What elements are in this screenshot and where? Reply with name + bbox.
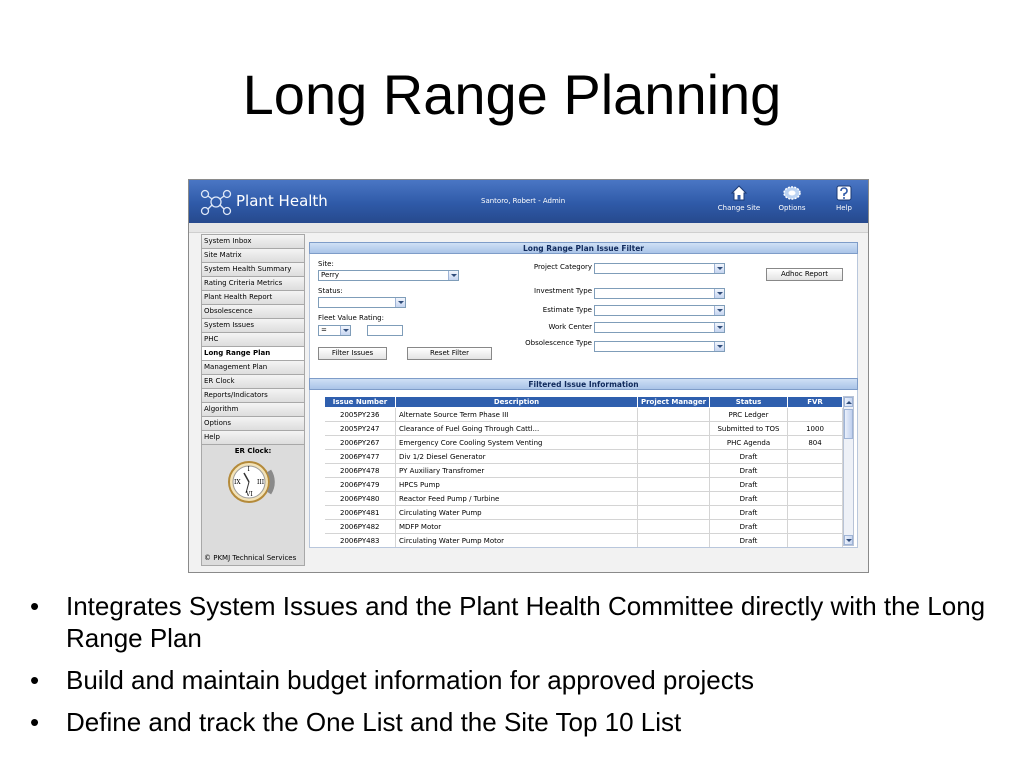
change-site-label: Change Site — [717, 204, 761, 212]
project-manager-cell — [638, 478, 710, 492]
sidebar-item-system-inbox[interactable]: System Inbox — [202, 235, 304, 249]
description-cell: Circulating Water Pump Motor — [396, 534, 638, 548]
results-table-container — [309, 390, 858, 548]
project-category-select[interactable] — [594, 263, 725, 274]
table-row[interactable] — [325, 492, 843, 506]
project-manager-cell — [638, 492, 710, 506]
column-header-issue-number[interactable]: Issue Number — [325, 397, 396, 408]
fvr-value-input[interactable] — [367, 325, 403, 336]
change-site-button[interactable] — [713, 184, 765, 212]
sidebar-item-site-matrix[interactable]: Site Matrix — [202, 249, 304, 263]
sidebar-item-plant-health-report[interactable]: Plant Health Report — [202, 291, 304, 305]
clock-numeral-left: IX — [234, 479, 241, 486]
status-cell: Draft — [710, 450, 788, 464]
column-header-project-manager[interactable]: Project Manager — [638, 397, 710, 408]
status-select[interactable] — [318, 297, 406, 308]
description-cell: Emergency Core Cooling System Venting — [396, 436, 638, 450]
status-cell: Draft — [710, 478, 788, 492]
chevron-down-icon — [395, 298, 405, 307]
sidebar-item-system-health-summary[interactable]: System Health Summary — [202, 263, 304, 277]
issue-number-cell[interactable]: 2006PY480 — [325, 492, 396, 506]
status-cell: Draft — [710, 492, 788, 506]
fvr-cell: 1000 — [788, 422, 843, 436]
table-row[interactable] — [325, 422, 843, 436]
help-label: Help — [836, 204, 852, 212]
sidebar-item-reports-indicators[interactable]: Reports/Indicators — [202, 389, 304, 403]
table-row[interactable] — [325, 534, 843, 548]
table-row[interactable] — [325, 436, 843, 450]
sidebar-item-er-clock[interactable]: ER Clock — [202, 375, 304, 389]
results-panel-title: Filtered Issue Information — [309, 378, 858, 390]
bullet-text: Define and track the One List and the Site Top 10 List — [66, 707, 682, 737]
sidebar-item-obsolescence[interactable]: Obsolescence — [202, 305, 304, 319]
column-header-fvr[interactable]: FVR — [788, 397, 843, 408]
fvr-cell — [788, 506, 843, 520]
status-cell: PRC Ledger — [710, 408, 788, 422]
description-cell: MDFP Motor — [396, 520, 638, 534]
investment-type-label: Investment Type — [534, 287, 592, 295]
sidebar-item-algorithm[interactable]: Algorithm — [202, 403, 304, 417]
fvr-operator-value: = — [321, 326, 327, 334]
investment-type-select[interactable] — [594, 288, 725, 299]
bullet-item — [30, 590, 1010, 654]
description-cell: Circulating Water Pump — [396, 506, 638, 520]
er-clock-icon — [225, 459, 281, 505]
fvr-cell — [788, 534, 843, 548]
issue-number-cell[interactable]: 2005PY236 — [325, 408, 396, 422]
current-user: Santoro, Robert - Admin — [481, 197, 566, 205]
header-strip — [189, 223, 868, 233]
fvr-cell — [788, 408, 843, 422]
sidebar-item-phc[interactable]: PHC — [202, 333, 304, 347]
project-manager-cell — [638, 464, 710, 478]
chevron-down-icon — [714, 342, 724, 351]
table-row[interactable] — [325, 506, 843, 520]
project-manager-cell — [638, 506, 710, 520]
reset-filter-button[interactable]: Reset Filter — [407, 347, 492, 360]
chevron-down-icon — [340, 326, 350, 335]
issue-number-cell[interactable]: 2006PY481 — [325, 506, 396, 520]
bullet-text: Integrates System Issues and the Plant Health Committee directly with the Long Range Plan — [66, 591, 986, 653]
sidebar — [201, 234, 305, 566]
main-content — [309, 242, 858, 548]
status-cell: PHC Agenda — [710, 436, 788, 450]
status-cell: Draft — [710, 520, 788, 534]
table-row[interactable] — [325, 408, 843, 422]
issue-number-cell[interactable]: 2006PY478 — [325, 464, 396, 478]
filter-issues-button[interactable]: Filter Issues — [318, 347, 387, 360]
site-select-value: Perry — [321, 271, 340, 279]
bullet-text: Build and maintain budget information for approved projects — [66, 665, 754, 695]
fvr-cell — [788, 478, 843, 492]
bullet-item — [30, 664, 1010, 696]
bullet-dot: • — [30, 707, 40, 737]
scroll-up-icon[interactable] — [844, 397, 853, 407]
clock-numeral-top: I — [247, 466, 250, 473]
options-label: Options — [778, 204, 806, 212]
issue-number-cell[interactable]: 2006PY479 — [325, 478, 396, 492]
status-cell: Draft — [710, 464, 788, 478]
bullet-item — [30, 706, 1010, 738]
status-cell: Submitted to TOS — [710, 422, 788, 436]
work-center-select[interactable] — [594, 322, 725, 333]
options-button[interactable] — [771, 184, 813, 212]
sidebar-item-rating-criteria-metrics[interactable]: Rating Criteria Metrics — [202, 277, 304, 291]
app-name: Plant Health — [236, 192, 328, 210]
estimate-type-label: Estimate Type — [542, 306, 592, 314]
chevron-down-icon — [714, 323, 724, 332]
copyright-footer: © PKMJ Technical Services — [204, 554, 297, 562]
fvr-cell: 804 — [788, 436, 843, 450]
table-row[interactable] — [325, 450, 843, 464]
description-cell: Div 1/2 Diesel Generator — [396, 450, 638, 464]
slide-title: Long Range Planning — [242, 63, 782, 126]
project-manager-cell — [638, 422, 710, 436]
project-manager-cell — [638, 520, 710, 534]
fvr-cell — [788, 450, 843, 464]
obsolescence-type-label: Obsolescence Type — [525, 339, 592, 347]
filter-panel — [309, 254, 858, 378]
table-row[interactable] — [325, 464, 843, 478]
fvr-cell — [788, 464, 843, 478]
scroll-thumb[interactable] — [844, 409, 853, 439]
table-header-row — [325, 397, 843, 408]
status-label: Status: — [318, 287, 343, 295]
table-row[interactable] — [325, 478, 843, 492]
sidebar-item-management-plan[interactable]: Management Plan — [202, 361, 304, 375]
scroll-down-icon[interactable] — [844, 535, 853, 545]
fvr-cell — [788, 520, 843, 534]
description-cell: Clearance of Fuel Going Through Cattl... — [396, 422, 638, 436]
sidebar-item-system-issues[interactable]: System Issues — [202, 319, 304, 333]
project-manager-cell — [638, 436, 710, 450]
sidebar-item-options[interactable]: Options — [202, 417, 304, 431]
description-cell: Reactor Feed Pump / Turbine — [396, 492, 638, 506]
estimate-type-select[interactable] — [594, 305, 725, 316]
app-header — [189, 180, 868, 223]
gear-icon — [781, 184, 803, 202]
column-header-description[interactable]: Description — [396, 397, 638, 408]
chevron-down-icon — [448, 271, 458, 280]
fvr-operator-select[interactable] — [318, 325, 351, 336]
adhoc-report-button[interactable]: Adhoc Report — [766, 268, 843, 281]
sidebar-item-long-range-plan[interactable]: Long Range Plan — [202, 347, 304, 361]
house-icon — [730, 184, 748, 202]
description-cell: Alternate Source Term Phase III — [396, 408, 638, 422]
clock-numeral-bottom: VI — [246, 491, 253, 498]
filter-panel-title: Long Range Plan Issue Filter — [309, 242, 858, 254]
bullet-dot: • — [30, 591, 40, 621]
project-manager-cell — [638, 450, 710, 464]
issue-number-cell[interactable]: 2006PY482 — [325, 520, 396, 534]
description-cell: HPCS Pump — [396, 478, 638, 492]
bullet-dot: • — [30, 665, 40, 695]
project-category-label: Project Category — [533, 263, 592, 271]
issue-number-cell[interactable]: 2005PY247 — [325, 422, 396, 436]
er-clock-label: ER Clock: — [234, 447, 272, 455]
app-window — [188, 179, 869, 573]
bullet-list — [30, 590, 1010, 748]
project-manager-cell — [638, 534, 710, 548]
issue-number-cell[interactable]: 2006PY483 — [325, 534, 396, 548]
help-icon — [835, 184, 853, 202]
issues-table — [324, 396, 843, 548]
chevron-down-icon — [714, 264, 724, 273]
chevron-down-icon — [714, 306, 724, 315]
help-button[interactable] — [824, 184, 864, 212]
status-cell: Draft — [710, 534, 788, 548]
site-select[interactable] — [318, 270, 459, 281]
description-cell: PY Auxiliary Transfromer — [396, 464, 638, 478]
sidebar-item-help[interactable]: Help — [202, 431, 304, 445]
project-manager-cell — [638, 408, 710, 422]
status-cell: Draft — [710, 506, 788, 520]
fleet-value-rating-label: Fleet Value Rating: — [318, 314, 384, 322]
molecule-logo-icon — [199, 186, 233, 218]
clock-numeral-right: III — [257, 479, 265, 486]
column-header-status[interactable]: Status — [710, 397, 788, 408]
work-center-label: Work Center — [548, 323, 592, 331]
obsolescence-type-select[interactable] — [594, 341, 725, 352]
issue-number-cell[interactable]: 2006PY477 — [325, 450, 396, 464]
site-label: Site: — [318, 260, 334, 268]
table-row[interactable] — [325, 520, 843, 534]
chevron-down-icon — [714, 289, 724, 298]
results-scrollbar[interactable] — [843, 396, 854, 546]
fvr-cell — [788, 492, 843, 506]
issue-number-cell[interactable]: 2006PY267 — [325, 436, 396, 450]
